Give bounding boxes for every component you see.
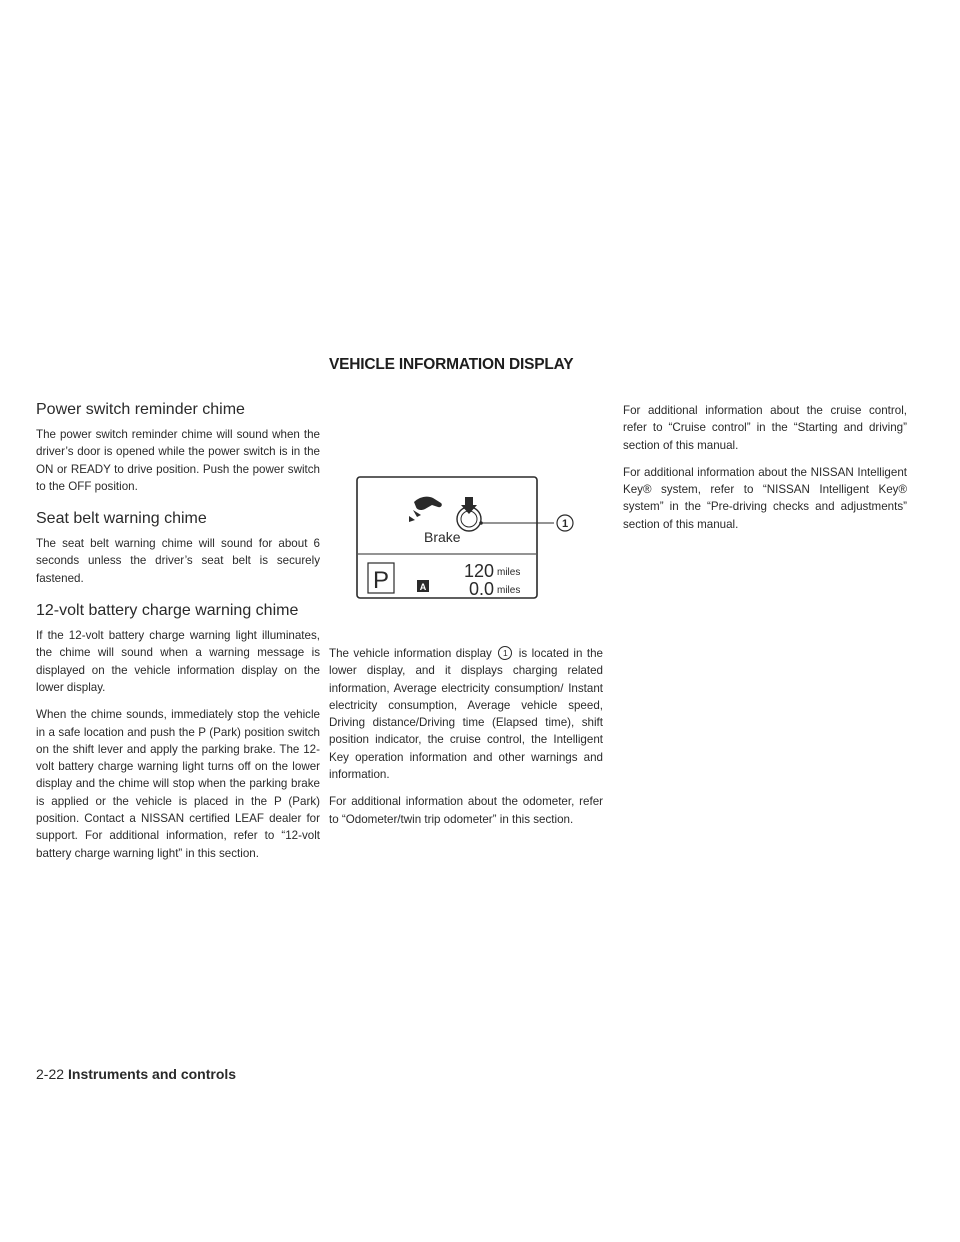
vehicle-information-display-illustration [329, 375, 603, 645]
paragraph-battery-chime-2: When the chime sounds, immediately stop the vehicle in a safe location and push the P (Park) position switch on the shift lever and apply the parking brake. The 12-volt battery charge warning light turns off on the lower display and the chime will stop when the parking brake is applied or the vehicle is placed in the P (Park) position. Contact a NISSAN certified LEAF dealer for support. For additional information, refer to “12-volt battery charge warning light” in this section. [36, 708, 320, 860]
footer-section-name: Instruments and controls [68, 1066, 237, 1082]
distance-value-bottom: 0.0 [468, 579, 494, 599]
paragraph-vehicle-information-display [329, 645, 603, 783]
brake-label: Brake [424, 529, 461, 545]
paragraph-vid-rest: is located in the lower display, and it displays charging related information, Average electricity consumption/ Instant electricity consumption, Average vehicle speed, Driving distance/Driving time (Elapsed time), shift position indicator, the cruise control, the Intelligent Key operation information and other warnings and information. [329, 647, 604, 782]
vehicle-information-display-figure [329, 375, 603, 645]
paragraph-seat-belt-chime: The seat belt warning chime will sound for about 6 seconds unless the driver’s seat belt is securely fastened. [36, 537, 320, 585]
paragraph-power-switch-chime: The power switch reminder chime will sound when the driver’s door is opened while the power switch is in the ON or READY to drive position. Push the power switch to the OFF position. [36, 428, 320, 493]
right-column [623, 402, 907, 543]
paragraph-battery-chime-1: If the 12-volt battery charge warning light illuminates, the chime will sound when a warning message is displayed on the vehicle information display on the lower display. [36, 629, 320, 694]
mode-badge: A [419, 582, 427, 592]
callout-leader-dot [479, 521, 483, 525]
distance-value-top: 120 [463, 561, 494, 581]
page-footer [36, 1066, 236, 1082]
paragraph-cruise-control-reference: For additional information about the cruise control, refer to “Cruise control” in the “Starting and driving” section of this manual. [623, 404, 907, 452]
left-column [36, 400, 320, 872]
middle-column [329, 355, 603, 838]
callout-ref-icon: 1 [498, 646, 512, 660]
heading-battery-chime: 12-volt battery charge warning chime [36, 602, 299, 620]
distance-unit-top: miles [497, 567, 521, 578]
gear-indicator: P [372, 567, 390, 594]
distance-unit-bottom: miles [497, 585, 521, 596]
heading-power-switch-chime: Power switch reminder chime [36, 401, 245, 418]
heading-seat-belt-chime: Seat belt warning chime [36, 510, 207, 528]
paragraph-odometer-reference: For additional information about the odometer, refer to “Odometer/twin trip odometer” in this section. [329, 795, 603, 826]
paragraph-intelligent-key-reference: For additional information about the NISSAN Intelligent Key® system, refer to “NISSAN Intelligent Key® system” in the “Pre-driving checks and adjustments” section of this manual. [623, 465, 907, 531]
page-number: 2-22 [36, 1066, 65, 1082]
callout-number: 1 [561, 518, 569, 530]
section-title: VEHICLE INFORMATION DISPLAY [329, 356, 574, 373]
paragraph-vid-lead: The vehicle information display [329, 647, 492, 660]
